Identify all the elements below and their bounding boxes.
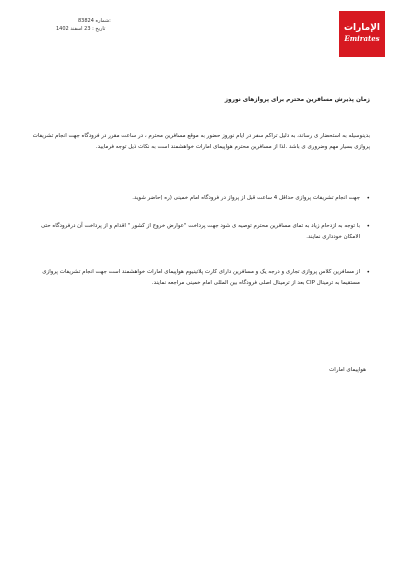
document-date-label: تاریخ : [92, 26, 106, 32]
emirates-logo [339, 11, 385, 57]
logo-latin-text: Emirates [344, 34, 380, 43]
letter-signature: هواپیمای امارات [329, 367, 366, 373]
document-number [56, 17, 111, 25]
document-date [56, 25, 111, 33]
letter-body [30, 95, 370, 373]
letter-intro: بدینوسیله به استحضار ی رساند، به دلیل تراکم سفر در ایام نوروز حضور به موقع مسافرین محترم ، در ساعت مقرر در فرودگاه جهت انجام تشریفات پروازی بسیار مهم وضروری ی باشد .لذا از مسافرین محترم هواپیمای امارات خواهشمند است به نکات ذیل توجه فرمایید. [32, 133, 370, 150]
document-number-label: شماره: [95, 18, 111, 24]
document-meta [56, 17, 111, 33]
logo-arabic-text: الإمارات [343, 23, 381, 33]
bullet-item-2: • با توجه به ازدحام زیاد به تمای مسافرین محترم توصیه ی شود جهت پرداخت "عوارض خروج از کشور " اقدام و از پرداخت آن درفرودگاه حتی الامکان خودداری نمایند. [30, 221, 370, 243]
document-number-value: 83824 [78, 18, 94, 24]
document-date-value: 23 اسفند 1402 [56, 26, 91, 32]
bullet-item-1: • جهت انجام تشریفات پروازی حداقل 4 ساعت قبل از پرواز در فرودگاه امام خمینی (ره )حاضر شوید. [30, 193, 370, 204]
letter-title: زمان پذیرش مسافرین محترم برای پروازهای نوروز [224, 97, 370, 103]
bullet-item-3: • از مسافرین کلاس پروازی تجاری و درجه یک و مسافرین دارای کارت پلاتینیوم هواپیمای امارات خواهشمند است جهت انجام تشریفات پروازی مستقیما به ترمینال CIP بعد از ترمینال اصلی فرودگاه بین المللی امام خمینی مراجعه نمایند. [30, 267, 370, 289]
